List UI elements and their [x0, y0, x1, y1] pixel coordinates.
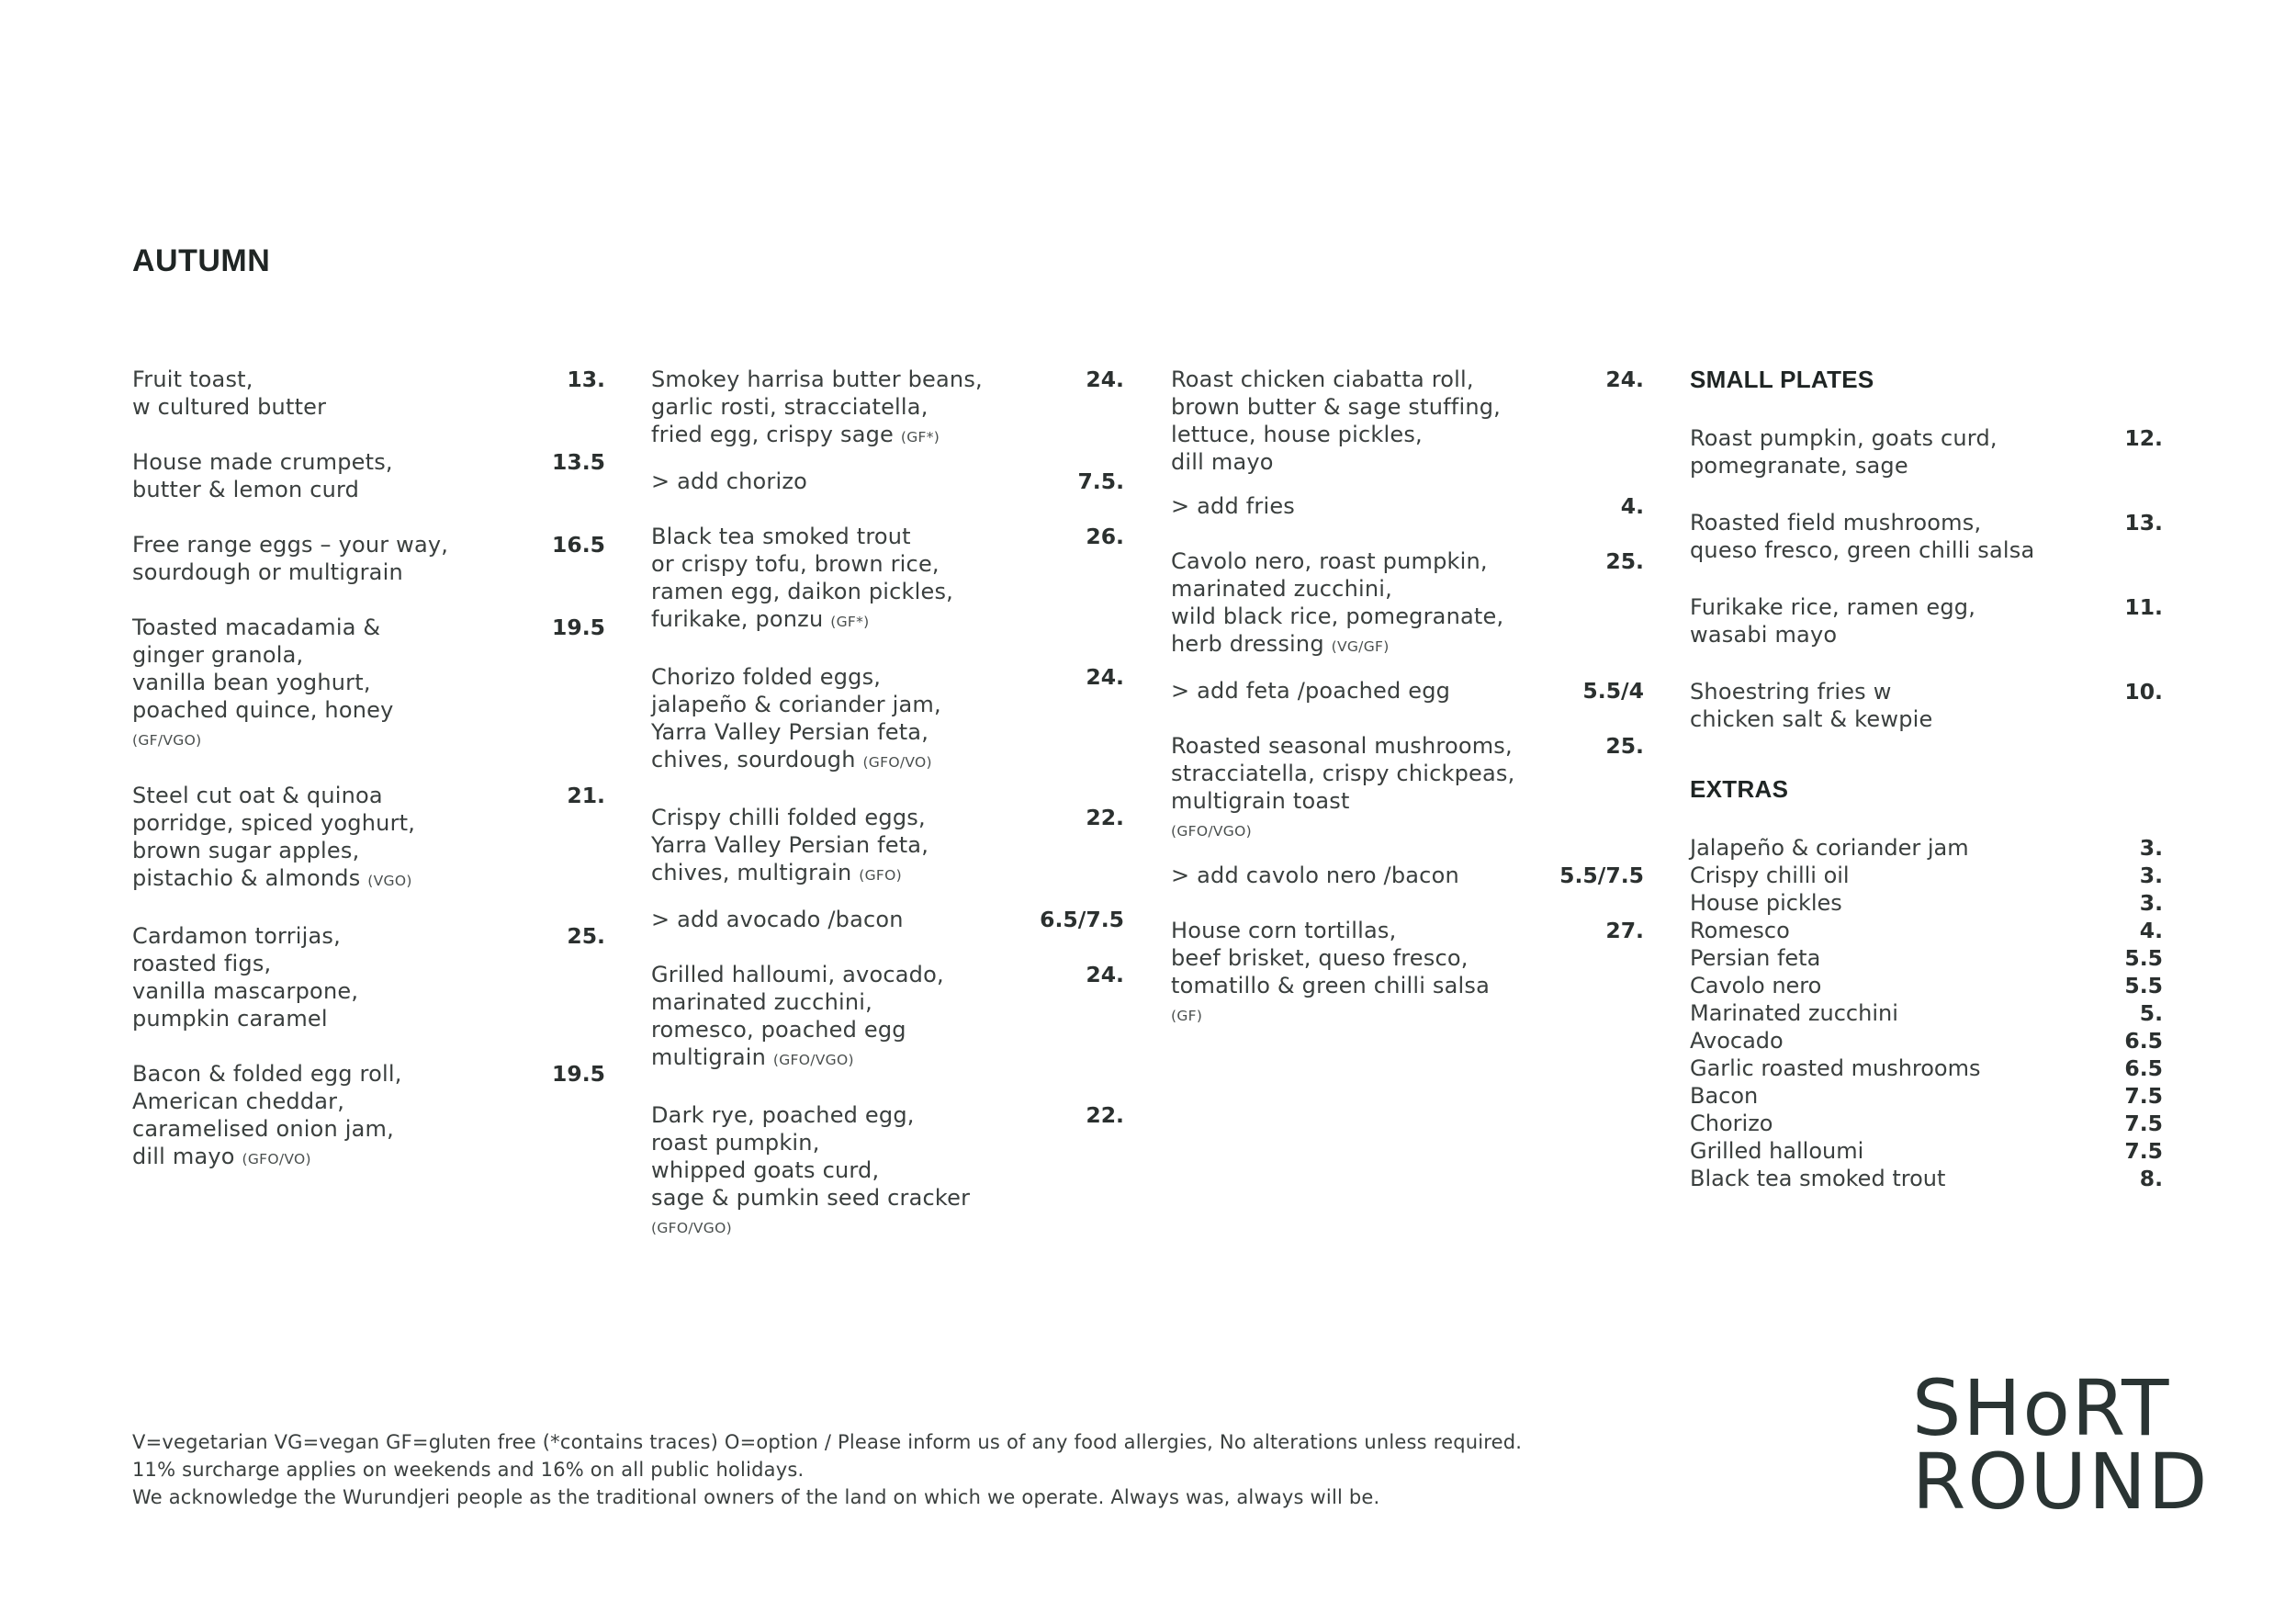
menu-item-text: > add avocado /bacon [651, 907, 904, 932]
menu-item-price: 27. [1605, 918, 1644, 943]
menu-item-price: 7.5. [1077, 468, 1124, 494]
menu-item-text: Shoestring fries w chicken salt & kewpie [1690, 679, 1933, 732]
menu-item-text: Toasted macadamia & ginger granola, vanilla bean yoghurt, poached quince, honey [132, 615, 394, 723]
menu-item-price: 19.5 [552, 1061, 605, 1087]
extra-item-name: Jalapeño & coriander jam [1690, 835, 1969, 861]
menu-item-text: Cardamon torrijas, roasted figs, vanilla mascarpone, pumpkin caramel [132, 923, 359, 1032]
dietary-tag: (GFO/VO) [862, 754, 932, 771]
menu-item-description [1171, 366, 1501, 476]
menu-item-price: 24. [1605, 367, 1644, 392]
menu-item [1171, 732, 1644, 845]
menu-item-price: 24. [1086, 367, 1124, 392]
menu-item-price: 12. [2124, 425, 2163, 451]
extra-item-name: House pickles [1690, 890, 1842, 916]
menu-add-on [651, 468, 1124, 495]
menu-item-description [132, 782, 415, 895]
extra-item-name: Black tea smoked trout [1690, 1166, 1946, 1191]
menu-item-description [1171, 492, 1295, 520]
surcharge-note: 11% surcharge applies on weekends and 16% on all public holidays. [132, 1459, 805, 1481]
extra-item [1690, 862, 2163, 889]
menu-item-text: Roast chicken ciabatta roll, brown butter & sage stuffing, lettuce, house pickles, dill mayo [1171, 367, 1502, 475]
menu-item [132, 531, 605, 586]
menu-add-on [1171, 492, 1644, 520]
menu-add-on [1171, 862, 1644, 889]
menu-footer [132, 1428, 1877, 1511]
menu-item-description [1171, 677, 1450, 705]
extra-item [1690, 917, 2163, 944]
menu-item-price: 11. [2124, 594, 2163, 620]
menu-item [651, 523, 1124, 636]
menu-item-text: Fruit toast, w cultured butter [132, 367, 327, 420]
extra-item-name: Persian feta [1690, 945, 1821, 971]
menu-item-text: House corn tortillas, beef brisket, queso fresco, tomatillo & green chilli salsa [1171, 918, 1490, 998]
menu-item-description [132, 366, 326, 421]
menu-column-2 [651, 366, 1124, 1269]
dietary-tag: (GFO/VGO) [772, 1052, 854, 1068]
menu-item-text: Smokey harrisa butter beans, garlic rosti, stracciatella, fried egg, crispy sage [651, 367, 983, 447]
menu-item [1690, 424, 2163, 479]
extra-item [1690, 1054, 2163, 1082]
extra-item-name: Crispy chilli oil [1690, 863, 1850, 888]
extra-item-name: Bacon [1690, 1083, 1759, 1109]
extra-item-price: 7.5 [2124, 1083, 2163, 1109]
extra-item [1690, 1027, 2163, 1054]
menu-item-text: Bacon & folded egg roll, American cheddar, caramelised onion jam, dill mayo [132, 1061, 402, 1169]
menu-item-description [651, 366, 983, 451]
menu-item-price: 22. [1086, 805, 1124, 830]
menu-item [132, 922, 605, 1032]
extra-item-name: Marinated zucchini [1690, 1000, 1898, 1026]
menu-item-description [651, 663, 941, 776]
extra-item [1690, 889, 2163, 917]
menu-item-price: 21. [567, 783, 605, 808]
menu-item [1690, 593, 2163, 648]
menu-item-description [1690, 678, 1933, 733]
menu-item-description [1690, 593, 1975, 648]
extra-item-name: Garlic roasted mushrooms [1690, 1055, 1981, 1081]
menu-column-1 [132, 366, 605, 1201]
extra-item-price: 4. [2139, 918, 2163, 943]
extra-item-name: Grilled halloumi [1690, 1138, 1864, 1164]
extra-item [1690, 1110, 2163, 1137]
extra-item-name: Avocado [1690, 1028, 1784, 1054]
menu-item-description [132, 1060, 402, 1173]
menu-item-price: 4. [1620, 493, 1644, 519]
menu-item-description [651, 1101, 970, 1242]
menu-item-description [1171, 547, 1503, 660]
menu-item-text: Crispy chilli folded eggs, Yarra Valley Persian feta, chives, multigrain [651, 805, 929, 885]
dietary-tag: (GF/VGO) [132, 732, 202, 749]
dietary-tag: (GF) [1171, 1008, 1203, 1024]
menu-item-text: House made crumpets, butter & lemon curd [132, 449, 393, 502]
extra-item [1690, 972, 2163, 999]
menu-item-description [651, 468, 807, 495]
menu-item-description [651, 523, 953, 636]
dietary-tag: (GF*) [900, 429, 940, 445]
extras-title: EXTRAS [1690, 775, 1789, 803]
extra-item [1690, 1137, 2163, 1165]
menu-item-text: Free range eggs – your way, sourdough or multigrain [132, 532, 449, 585]
extra-item-price: 5.5 [2124, 945, 2163, 971]
menu-item-description [651, 804, 929, 889]
menu-item-price: 25. [1605, 733, 1644, 759]
menu-item-text: Grilled halloumi, avocado, marinated zucchini, romesco, poached egg multigrain [651, 962, 944, 1070]
extra-item [1690, 944, 2163, 972]
extras-list [1690, 834, 2163, 1192]
dietary-tag: (VG/GF) [1331, 638, 1390, 655]
menu-item [132, 1060, 605, 1173]
menu-item-price: 13. [567, 367, 605, 392]
extra-item [1690, 999, 2163, 1027]
menu-item-text: > add fries [1171, 493, 1295, 519]
menu-item-description [1690, 424, 1998, 479]
logo-line-1: SHoRT [1912, 1363, 2171, 1453]
menu-item-text: Furikake rice, ramen egg, wasabi mayo [1690, 594, 1976, 648]
menu-item-text: Roasted seasonal mushrooms, stracciatella, crispy chickpeas, multigrain toast [1171, 733, 1515, 814]
menu-item [132, 366, 605, 421]
menu-item-text: Roasted field mushrooms, queso fresco, green chilli salsa [1690, 510, 2035, 563]
menu-item-description [1171, 862, 1459, 889]
menu-item [651, 961, 1124, 1074]
menu-item-text: Cavolo nero, roast pumpkin, marinated zucchini, wild black rice, pomegranate, herb dressing [1171, 548, 1504, 657]
menu-item [651, 804, 1124, 889]
menu-item-description [1171, 732, 1514, 845]
dietary-tag: (GFO) [859, 867, 902, 884]
menu-item-description [651, 906, 904, 933]
menu-item [651, 366, 1124, 451]
acknowledgement-of-country: We acknowledge the Wurundjeri people as the traditional owners of the land on which we operate. Always was, always will be. [132, 1486, 1380, 1508]
menu-add-on [1171, 677, 1644, 705]
menu-item-text: Roast pumpkin, goats curd, pomegranate, sage [1690, 425, 1998, 479]
extra-item-price: 6.5 [2124, 1028, 2163, 1054]
menu-item-price: 13. [2124, 510, 2163, 536]
menu-item [132, 448, 605, 503]
menu-item-price: 24. [1086, 962, 1124, 987]
dietary-tag: (VGO) [367, 873, 412, 889]
dietary-tag: (GF*) [830, 614, 870, 630]
menu-item [651, 663, 1124, 776]
menu-item-text: Chorizo folded eggs, jalapeño & coriander jam, Yarra Valley Persian feta, chives, sourdough [651, 664, 941, 773]
menu-item [132, 782, 605, 895]
menu-item-price: 24. [1086, 664, 1124, 690]
extra-item-name: Cavolo nero [1690, 973, 1822, 998]
menu-item-text: > add chorizo [651, 468, 808, 494]
menu-add-on [651, 906, 1124, 933]
small-plates-title: SMALL PLATES [1690, 366, 1874, 393]
menu-item-description [132, 448, 393, 503]
menu-item [1690, 678, 2163, 733]
menu-item-description [651, 961, 944, 1074]
menu-item [1171, 917, 1644, 1030]
menu-item-price: 26. [1086, 524, 1124, 549]
dietary-tag: (GFO/VO) [242, 1151, 311, 1167]
extra-item-price: 5.5 [2124, 973, 2163, 998]
extra-item [1690, 1165, 2163, 1192]
menu-item-text: > add feta /poached egg [1171, 678, 1451, 704]
menu-item-price: 16.5 [552, 532, 605, 558]
menu-item-description [132, 531, 448, 586]
menu-item [1690, 509, 2163, 564]
dietary-tag: (GFO/VGO) [1171, 823, 1252, 840]
logo-line-2: ROUND [1912, 1437, 2210, 1527]
short-round-logo [1912, 1363, 2210, 1527]
extra-item-price: 7.5 [2124, 1138, 2163, 1164]
menu-item [651, 1101, 1124, 1242]
menu-item-price: 10. [2124, 679, 2163, 705]
extra-item-price: 6.5 [2124, 1055, 2163, 1081]
menu-item [1171, 547, 1644, 660]
extra-item-price: 3. [2139, 863, 2163, 888]
small-plates-list [1690, 424, 2163, 733]
dietary-legend: V=vegetarian VG=vegan GF=gluten free (*contains traces) O=option / Please inform us of any food allergies, No alterations unless required. [132, 1431, 1523, 1453]
season-title: AUTUMN [132, 243, 271, 278]
extra-item [1690, 834, 2163, 862]
extra-item-name: Chorizo [1690, 1111, 1773, 1136]
menu-item-price: 22. [1086, 1102, 1124, 1128]
menu-item-price: 19.5 [552, 615, 605, 640]
menu-item-text: Black tea smoked trout or crispy tofu, brown rice, ramen egg, daikon pickles, furikake, ponzu [651, 524, 953, 632]
menu-item-price: 25. [567, 923, 605, 949]
menu-item-description [1690, 509, 2034, 564]
menu-item-description [132, 922, 358, 1032]
menu-item-text: > add cavolo nero /bacon [1171, 863, 1459, 888]
extra-item-name: Romesco [1690, 918, 1790, 943]
menu-column-4 [1690, 366, 2163, 1192]
dietary-tag: (GFO/VGO) [651, 1220, 732, 1236]
menu-column-3 [1171, 366, 1644, 1057]
extra-item-price: 5. [2139, 1000, 2163, 1026]
menu-item [132, 614, 605, 754]
menu-item-price: 5.5/7.5 [1559, 863, 1644, 888]
extra-item-price: 7.5 [2124, 1111, 2163, 1136]
menu-item-text: Steel cut oat & quinoa porridge, spiced yoghurt, brown sugar apples, pistachio & almonds [132, 783, 416, 891]
menu-item-price: 5.5/4 [1582, 678, 1644, 704]
menu-item [1171, 366, 1644, 476]
extra-item-price: 8. [2139, 1166, 2163, 1191]
menu-item-price: 25. [1605, 548, 1644, 574]
menu-item-price: 6.5/7.5 [1040, 907, 1124, 932]
menu-item-description [132, 614, 393, 754]
menu-item-price: 13.5 [552, 449, 605, 475]
extra-item-price: 3. [2139, 890, 2163, 916]
extra-item [1690, 1082, 2163, 1110]
extra-item-price: 3. [2139, 835, 2163, 861]
menu-item-description [1171, 917, 1490, 1030]
menu-item-text: Dark rye, poached egg, roast pumpkin, whipped goats curd, sage & pumkin seed cracker [651, 1102, 971, 1211]
